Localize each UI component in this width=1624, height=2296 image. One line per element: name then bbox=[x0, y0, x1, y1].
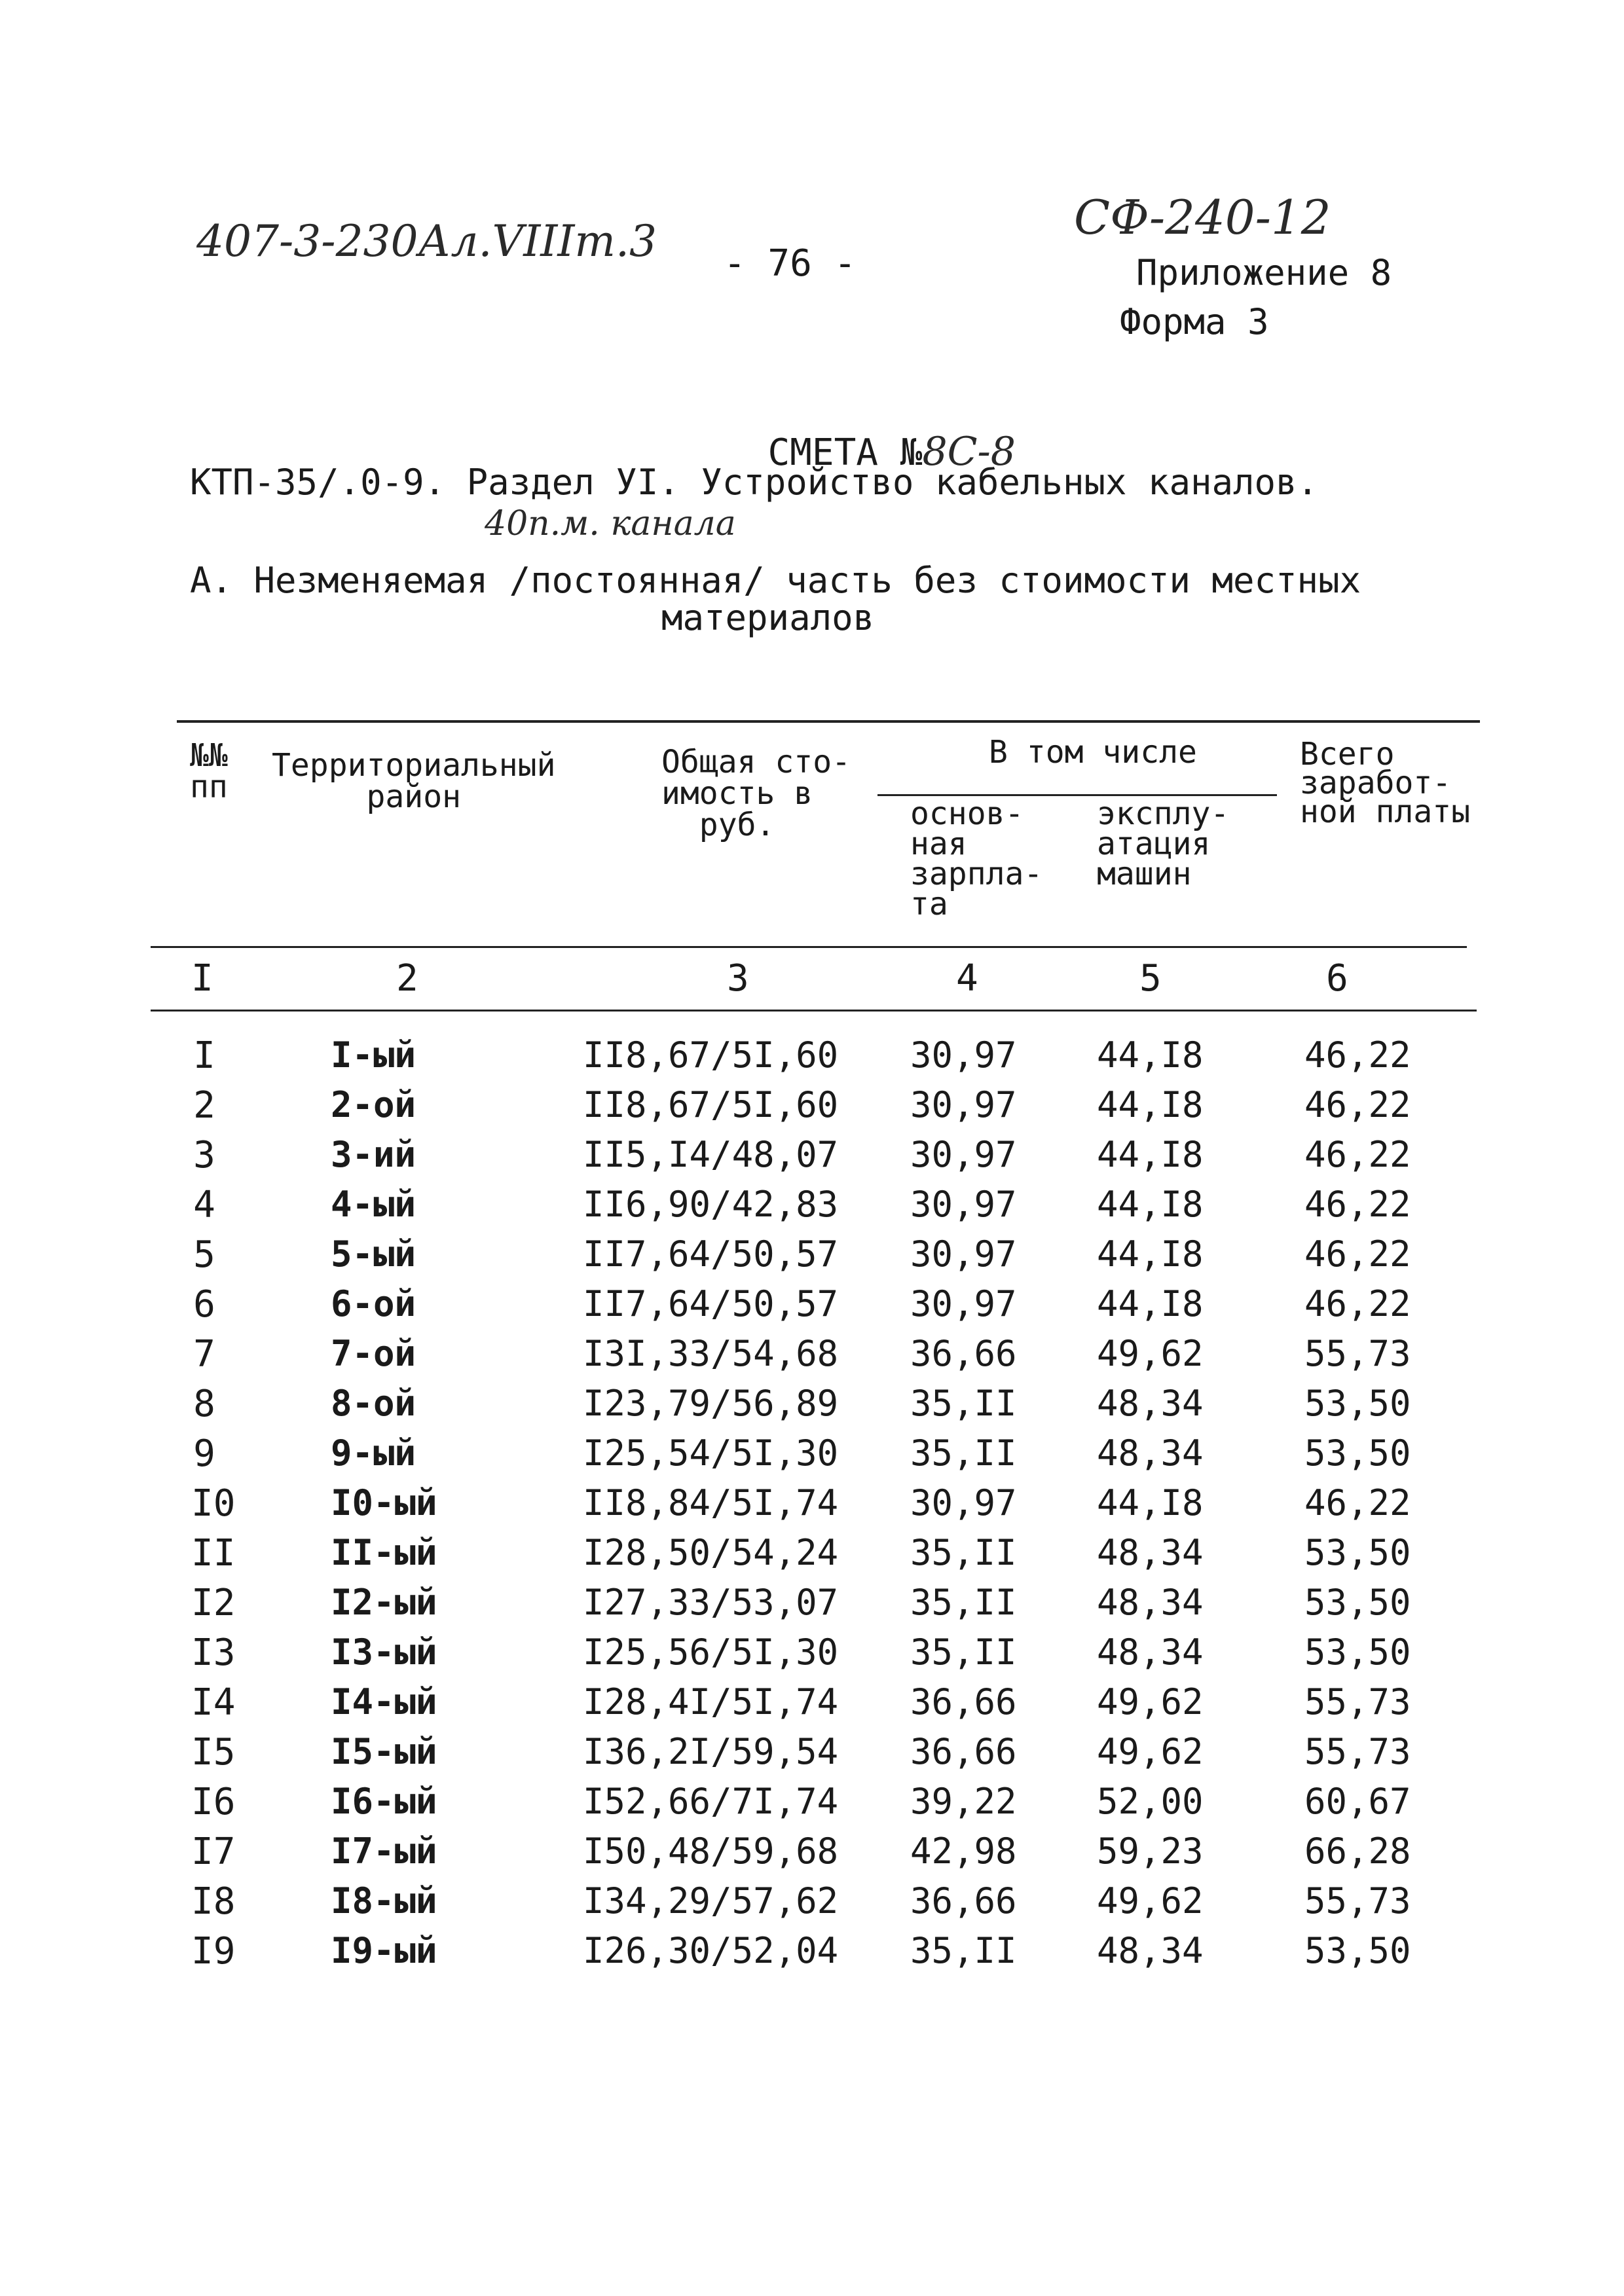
row-region: I3-ый bbox=[331, 1631, 437, 1673]
row-machine-operation: 49,62 bbox=[1097, 1880, 1204, 1922]
table-row bbox=[0, 1731, 1624, 1781]
table-row bbox=[0, 1034, 1624, 1084]
row-total-wage: 46,22 bbox=[1304, 1283, 1411, 1324]
table-row bbox=[0, 1283, 1624, 1333]
column-number: 3 bbox=[727, 957, 749, 1000]
estimate-quantity: 40п.м. канала bbox=[485, 504, 736, 543]
row-total-cost: II5,I4/48,07 bbox=[583, 1134, 839, 1175]
row-total-cost: I52,66/7I,74 bbox=[583, 1781, 839, 1822]
row-machine-operation: 48,34 bbox=[1097, 1432, 1204, 1474]
row-number: I9 bbox=[191, 1930, 236, 1973]
row-total-cost: I26,30/52,04 bbox=[583, 1930, 839, 1971]
header-group-including: В том числе bbox=[989, 734, 1197, 771]
row-region: I9-ый bbox=[331, 1930, 437, 1971]
row-machine-operation: 48,34 bbox=[1097, 1930, 1204, 1971]
row-base-wage: 36,66 bbox=[910, 1333, 1017, 1374]
row-total-wage: 46,22 bbox=[1304, 1233, 1411, 1275]
row-number: I4 bbox=[191, 1681, 236, 1724]
section-heading: А. Незменяемая /постоянная/ часть без стоимости местных bbox=[190, 560, 1361, 601]
table-row bbox=[0, 1233, 1624, 1283]
row-base-wage: 30,97 bbox=[910, 1184, 1017, 1225]
row-total-wage: 46,22 bbox=[1304, 1482, 1411, 1523]
row-region: 5-ый bbox=[331, 1233, 416, 1275]
table-row bbox=[0, 1432, 1624, 1482]
row-base-wage: 30,97 bbox=[910, 1034, 1017, 1076]
row-region: I7-ый bbox=[331, 1831, 437, 1872]
row-total-wage: 53,50 bbox=[1304, 1432, 1411, 1474]
row-total-wage: 55,73 bbox=[1304, 1681, 1411, 1722]
row-number: 9 bbox=[193, 1432, 215, 1475]
row-machine-operation: 48,34 bbox=[1097, 1383, 1204, 1424]
row-total-cost: I50,48/59,68 bbox=[583, 1831, 839, 1872]
row-region: I6-ый bbox=[331, 1781, 437, 1822]
header-total-cost: Общая сто- имость в руб. bbox=[661, 744, 851, 843]
row-total-wage: 53,50 bbox=[1304, 1383, 1411, 1424]
table-row bbox=[0, 1532, 1624, 1582]
header-base-wage: основ- ная зарпла- та bbox=[910, 795, 1043, 922]
row-machine-operation: 59,23 bbox=[1097, 1831, 1204, 1872]
header-total-wage: Всего заработ- ной платы bbox=[1300, 736, 1471, 830]
row-region: I0-ый bbox=[331, 1482, 437, 1523]
row-machine-operation: 44,I8 bbox=[1097, 1134, 1204, 1175]
row-machine-operation: 48,34 bbox=[1097, 1532, 1204, 1573]
header-bottom-rule bbox=[151, 946, 1467, 948]
row-total-cost: II8,67/5I,60 bbox=[583, 1034, 839, 1076]
row-machine-operation: 44,I8 bbox=[1097, 1283, 1204, 1324]
row-base-wage: 35,II bbox=[910, 1631, 1017, 1673]
row-region: 3-ий bbox=[331, 1134, 416, 1175]
table-row bbox=[0, 1582, 1624, 1631]
row-number: I7 bbox=[191, 1831, 236, 1873]
table-row bbox=[0, 1134, 1624, 1184]
row-total-wage: 46,22 bbox=[1304, 1184, 1411, 1225]
row-total-cost: I28,50/54,24 bbox=[583, 1532, 839, 1573]
table-row bbox=[0, 1084, 1624, 1134]
row-number: I0 bbox=[191, 1482, 236, 1525]
estimate-title-label: СМЕТА № bbox=[767, 431, 923, 474]
row-machine-operation: 44,I8 bbox=[1097, 1184, 1204, 1225]
column-number: 6 bbox=[1326, 957, 1348, 1000]
row-total-wage: 66,28 bbox=[1304, 1831, 1411, 1872]
row-base-wage: 39,22 bbox=[910, 1781, 1017, 1822]
row-base-wage: 35,II bbox=[910, 1532, 1017, 1573]
row-machine-operation: 49,62 bbox=[1097, 1731, 1204, 1772]
row-number: 3 bbox=[193, 1134, 215, 1176]
row-base-wage: 30,97 bbox=[910, 1283, 1017, 1324]
table-row bbox=[0, 1681, 1624, 1731]
row-number: I bbox=[193, 1034, 215, 1077]
row-base-wage: 35,II bbox=[910, 1383, 1017, 1424]
row-machine-operation: 49,62 bbox=[1097, 1681, 1204, 1722]
row-region: I8-ый bbox=[331, 1880, 437, 1922]
table-top-rule bbox=[177, 720, 1480, 723]
estimate-number: 8С-8 bbox=[922, 429, 1016, 475]
row-base-wage: 42,98 bbox=[910, 1831, 1017, 1872]
table-row bbox=[0, 1781, 1624, 1831]
form-label: Форма 3 bbox=[1120, 301, 1269, 342]
row-region: 2-ой bbox=[331, 1084, 416, 1125]
row-total-wage: 46,22 bbox=[1304, 1034, 1411, 1076]
row-region: 7-ой bbox=[331, 1333, 416, 1374]
table-row bbox=[0, 1631, 1624, 1681]
row-machine-operation: 44,I8 bbox=[1097, 1034, 1204, 1076]
row-region: 6-ой bbox=[331, 1283, 416, 1324]
row-base-wage: 35,II bbox=[910, 1930, 1017, 1971]
row-total-wage: 53,50 bbox=[1304, 1582, 1411, 1623]
page-number: - 76 - bbox=[724, 242, 857, 285]
row-number: 7 bbox=[193, 1333, 215, 1376]
table-row bbox=[0, 1184, 1624, 1233]
row-total-cost: I25,56/5I,30 bbox=[583, 1631, 839, 1673]
row-total-cost: I3I,33/54,68 bbox=[583, 1333, 839, 1374]
row-region: 8-ой bbox=[331, 1383, 416, 1424]
row-machine-operation: 44,I8 bbox=[1097, 1482, 1204, 1523]
row-total-cost: I25,54/5I,30 bbox=[583, 1432, 839, 1474]
row-total-cost: I28,4I/5I,74 bbox=[583, 1681, 839, 1722]
row-base-wage: 35,II bbox=[910, 1432, 1017, 1474]
row-number: I8 bbox=[191, 1880, 236, 1923]
row-number: I3 bbox=[191, 1631, 236, 1674]
stamp-code: СФ-240-12 bbox=[1074, 190, 1331, 245]
row-total-cost: I23,79/56,89 bbox=[583, 1383, 839, 1424]
column-number: 2 bbox=[396, 957, 418, 1000]
row-number: 6 bbox=[193, 1283, 215, 1326]
header-number: №№ пп bbox=[190, 737, 228, 805]
row-number: I5 bbox=[191, 1731, 236, 1774]
row-region: I-ый bbox=[331, 1034, 416, 1076]
row-total-cost: II7,64/50,57 bbox=[583, 1233, 839, 1275]
row-total-cost: I34,29/57,62 bbox=[583, 1880, 839, 1922]
column-number: 4 bbox=[956, 957, 978, 1000]
table-row bbox=[0, 1831, 1624, 1880]
section-heading-cont: материалов bbox=[661, 597, 875, 638]
table-row bbox=[0, 1333, 1624, 1383]
row-number: 5 bbox=[193, 1233, 215, 1276]
header-region: Территориальный район bbox=[272, 747, 556, 815]
row-total-wage: 53,50 bbox=[1304, 1930, 1411, 1971]
column-number: I bbox=[191, 957, 213, 1000]
row-base-wage: 36,66 bbox=[910, 1681, 1017, 1722]
row-total-wage: 55,73 bbox=[1304, 1333, 1411, 1374]
row-machine-operation: 48,34 bbox=[1097, 1582, 1204, 1623]
row-machine-operation: 48,34 bbox=[1097, 1631, 1204, 1673]
row-machine-operation: 49,62 bbox=[1097, 1333, 1204, 1374]
row-base-wage: 35,II bbox=[910, 1582, 1017, 1623]
row-machine-operation: 44,I8 bbox=[1097, 1233, 1204, 1275]
row-number: 8 bbox=[193, 1383, 215, 1425]
row-region: I2-ый bbox=[331, 1582, 437, 1623]
row-total-cost: II8,84/5I,74 bbox=[583, 1482, 839, 1523]
row-number: 4 bbox=[193, 1184, 215, 1226]
row-region: II-ый bbox=[331, 1532, 437, 1573]
row-base-wage: 30,97 bbox=[910, 1084, 1017, 1125]
column-number-rule bbox=[151, 1010, 1477, 1011]
row-base-wage: 36,66 bbox=[910, 1731, 1017, 1772]
row-number: II bbox=[191, 1532, 236, 1575]
row-base-wage: 30,97 bbox=[910, 1134, 1017, 1175]
table-row bbox=[0, 1930, 1624, 1980]
row-region: 4-ый bbox=[331, 1184, 416, 1225]
row-total-wage: 53,50 bbox=[1304, 1532, 1411, 1573]
row-total-wage: 60,67 bbox=[1304, 1781, 1411, 1822]
row-total-wage: 55,73 bbox=[1304, 1731, 1411, 1772]
row-base-wage: 30,97 bbox=[910, 1233, 1017, 1275]
header-machine-operation: эксплу- атация машин bbox=[1097, 795, 1230, 892]
table-row bbox=[0, 1880, 1624, 1930]
row-total-cost: II7,64/50,57 bbox=[583, 1283, 839, 1324]
appendix-label: Приложение 8 bbox=[1136, 252, 1392, 293]
row-total-wage: 53,50 bbox=[1304, 1631, 1411, 1673]
row-total-wage: 55,73 bbox=[1304, 1880, 1411, 1922]
row-region: I5-ый bbox=[331, 1731, 437, 1772]
row-number: I2 bbox=[191, 1582, 236, 1624]
row-base-wage: 30,97 bbox=[910, 1482, 1017, 1523]
column-number: 5 bbox=[1139, 957, 1162, 1000]
table-row bbox=[0, 1482, 1624, 1532]
estimate-subtitle: КТП-35/.0-9. Раздел УI. Устройство кабельных каналов. bbox=[190, 462, 1319, 503]
row-machine-operation: 52,00 bbox=[1097, 1781, 1204, 1822]
table-row bbox=[0, 1383, 1624, 1432]
row-region: 9-ый bbox=[331, 1432, 416, 1474]
row-number: I6 bbox=[191, 1781, 236, 1823]
row-total-cost: I27,33/53,07 bbox=[583, 1582, 839, 1623]
row-total-cost: I36,2I/59,54 bbox=[583, 1731, 839, 1772]
row-region: I4-ый bbox=[331, 1681, 437, 1722]
document-code: 407-3-230Ал.VIIIт.3 bbox=[196, 216, 657, 266]
row-total-wage: 46,22 bbox=[1304, 1084, 1411, 1125]
row-total-cost: II6,90/42,83 bbox=[583, 1184, 839, 1225]
row-number: 2 bbox=[193, 1084, 215, 1127]
row-machine-operation: 44,I8 bbox=[1097, 1084, 1204, 1125]
row-total-cost: II8,67/5I,60 bbox=[583, 1084, 839, 1125]
row-base-wage: 36,66 bbox=[910, 1880, 1017, 1922]
row-total-wage: 46,22 bbox=[1304, 1134, 1411, 1175]
